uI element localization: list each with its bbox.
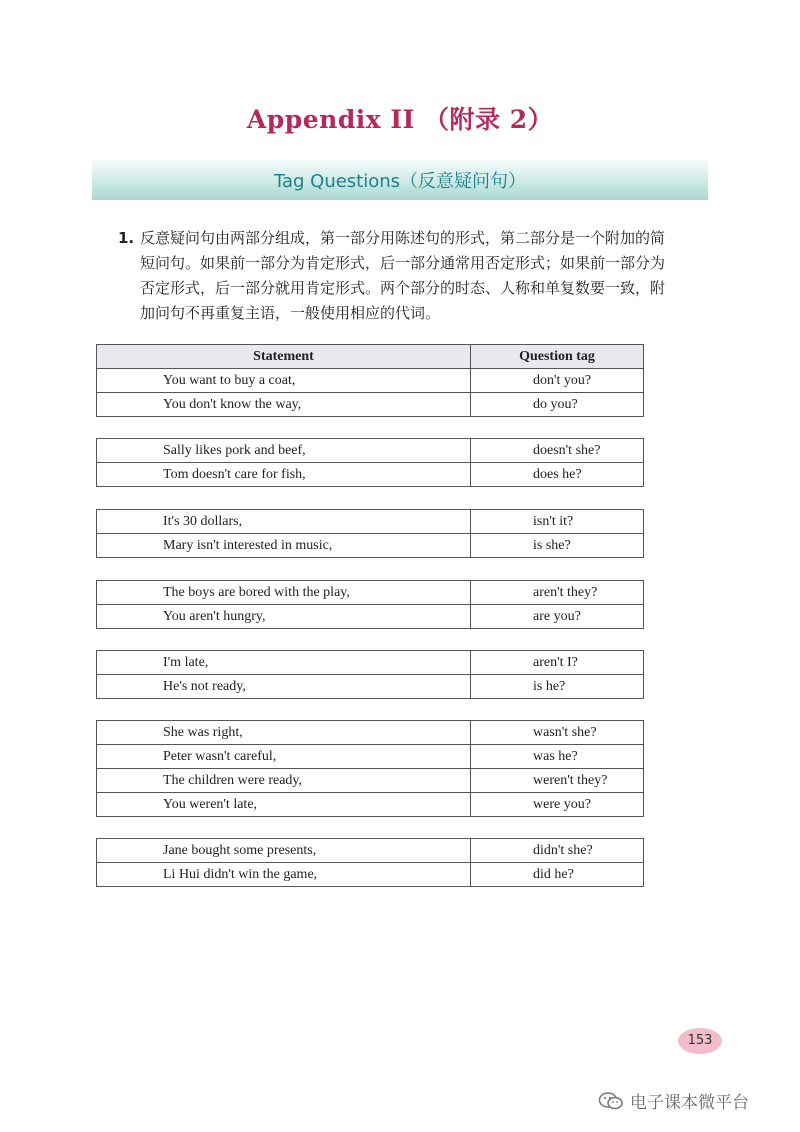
table-row: [97, 863, 644, 887]
tag-cell: doesn't she?: [471, 439, 644, 463]
table-row: [97, 839, 644, 863]
paragraph-number: 1.: [118, 229, 135, 247]
statement-cell: The children were ready,: [97, 769, 471, 793]
watermark-text: 电子课本微平台: [630, 1093, 749, 1113]
tag-table-group-2: [96, 438, 644, 487]
tag-cell: is she?: [471, 534, 644, 558]
tag-table-group-1: [96, 344, 644, 417]
statement-cell: He's not ready,: [97, 675, 471, 699]
statement-cell: You aren't hungry,: [97, 605, 471, 629]
statement-cell: I'm late,: [97, 651, 471, 675]
tag-cell: is he?: [471, 675, 644, 699]
statement-cell: You don't know the way,: [97, 393, 471, 417]
statement-cell: It's 30 dollars,: [97, 510, 471, 534]
tag-table-group-4: [96, 580, 644, 629]
table-row: [97, 510, 644, 534]
tag-table-group-3: [96, 509, 644, 558]
tag-cell: wasn't she?: [471, 721, 644, 745]
statement-cell: She was right,: [97, 721, 471, 745]
statement-cell: Sally likes pork and beef,: [97, 439, 471, 463]
watermark: [598, 1088, 749, 1113]
header-statement: Statement: [97, 345, 471, 369]
statement-cell: You want to buy a coat,: [97, 369, 471, 393]
tag-cell: aren't they?: [471, 581, 644, 605]
statement-cell: Li Hui didn't win the game,: [97, 863, 471, 887]
statement-cell: Peter wasn't careful,: [97, 745, 471, 769]
table-row: [97, 745, 644, 769]
statement-cell: Tom doesn't care for fish,: [97, 463, 471, 487]
page-number: 153: [678, 1028, 722, 1054]
tag-cell: are you?: [471, 605, 644, 629]
wechat-icon: [598, 1091, 624, 1111]
tag-cell: do you?: [471, 393, 644, 417]
paragraph-text: 反意疑问句由两部分组成，第一部分用陈述句的形式，第二部分是一个附加的简短问句。如果前一部分为肯定形式，后一部分通常用否定形式；如果前一部分为否定形式，后一部分就用肯定形式。两个部分的时态、人称和单复数要一致，附加问句不再重复主语，一般使用相应的代词。: [140, 229, 666, 322]
statement-cell: Jane bought some presents,: [97, 839, 471, 863]
tag-cell: didn't she?: [471, 839, 644, 863]
tag-table-group-6: [96, 720, 644, 817]
table-row: [97, 369, 644, 393]
table-row: [97, 393, 644, 417]
header-question-tag: Question tag: [471, 345, 644, 369]
tag-cell: weren't they?: [471, 769, 644, 793]
tag-table-group-7: [96, 838, 644, 887]
tag-cell: were you?: [471, 793, 644, 817]
tag-cell: does he?: [471, 463, 644, 487]
table-row: [97, 439, 644, 463]
tag-cell: don't you?: [471, 369, 644, 393]
section-heading: Tag Questions（反意疑问句）: [273, 171, 527, 192]
statement-cell: You weren't late,: [97, 793, 471, 817]
table-row: [97, 463, 644, 487]
table-header-row: [97, 345, 644, 369]
tag-cell: did he?: [471, 863, 644, 887]
table-row: [97, 675, 644, 699]
table-row: [97, 793, 644, 817]
table-row: [97, 581, 644, 605]
tag-cell: was he?: [471, 745, 644, 769]
statement-cell: The boys are bored with the play,: [97, 581, 471, 605]
table-row: [97, 769, 644, 793]
page-title: Appendix II （附录 2）: [246, 105, 554, 134]
explanation-paragraph: [118, 226, 678, 326]
table-row: [97, 721, 644, 745]
tag-cell: aren't I?: [471, 651, 644, 675]
table-row: [97, 534, 644, 558]
table-row: [97, 651, 644, 675]
tag-table-group-5: [96, 650, 644, 699]
tag-cell: isn't it?: [471, 510, 644, 534]
statement-cell: Mary isn't interested in music,: [97, 534, 471, 558]
table-row: [97, 605, 644, 629]
